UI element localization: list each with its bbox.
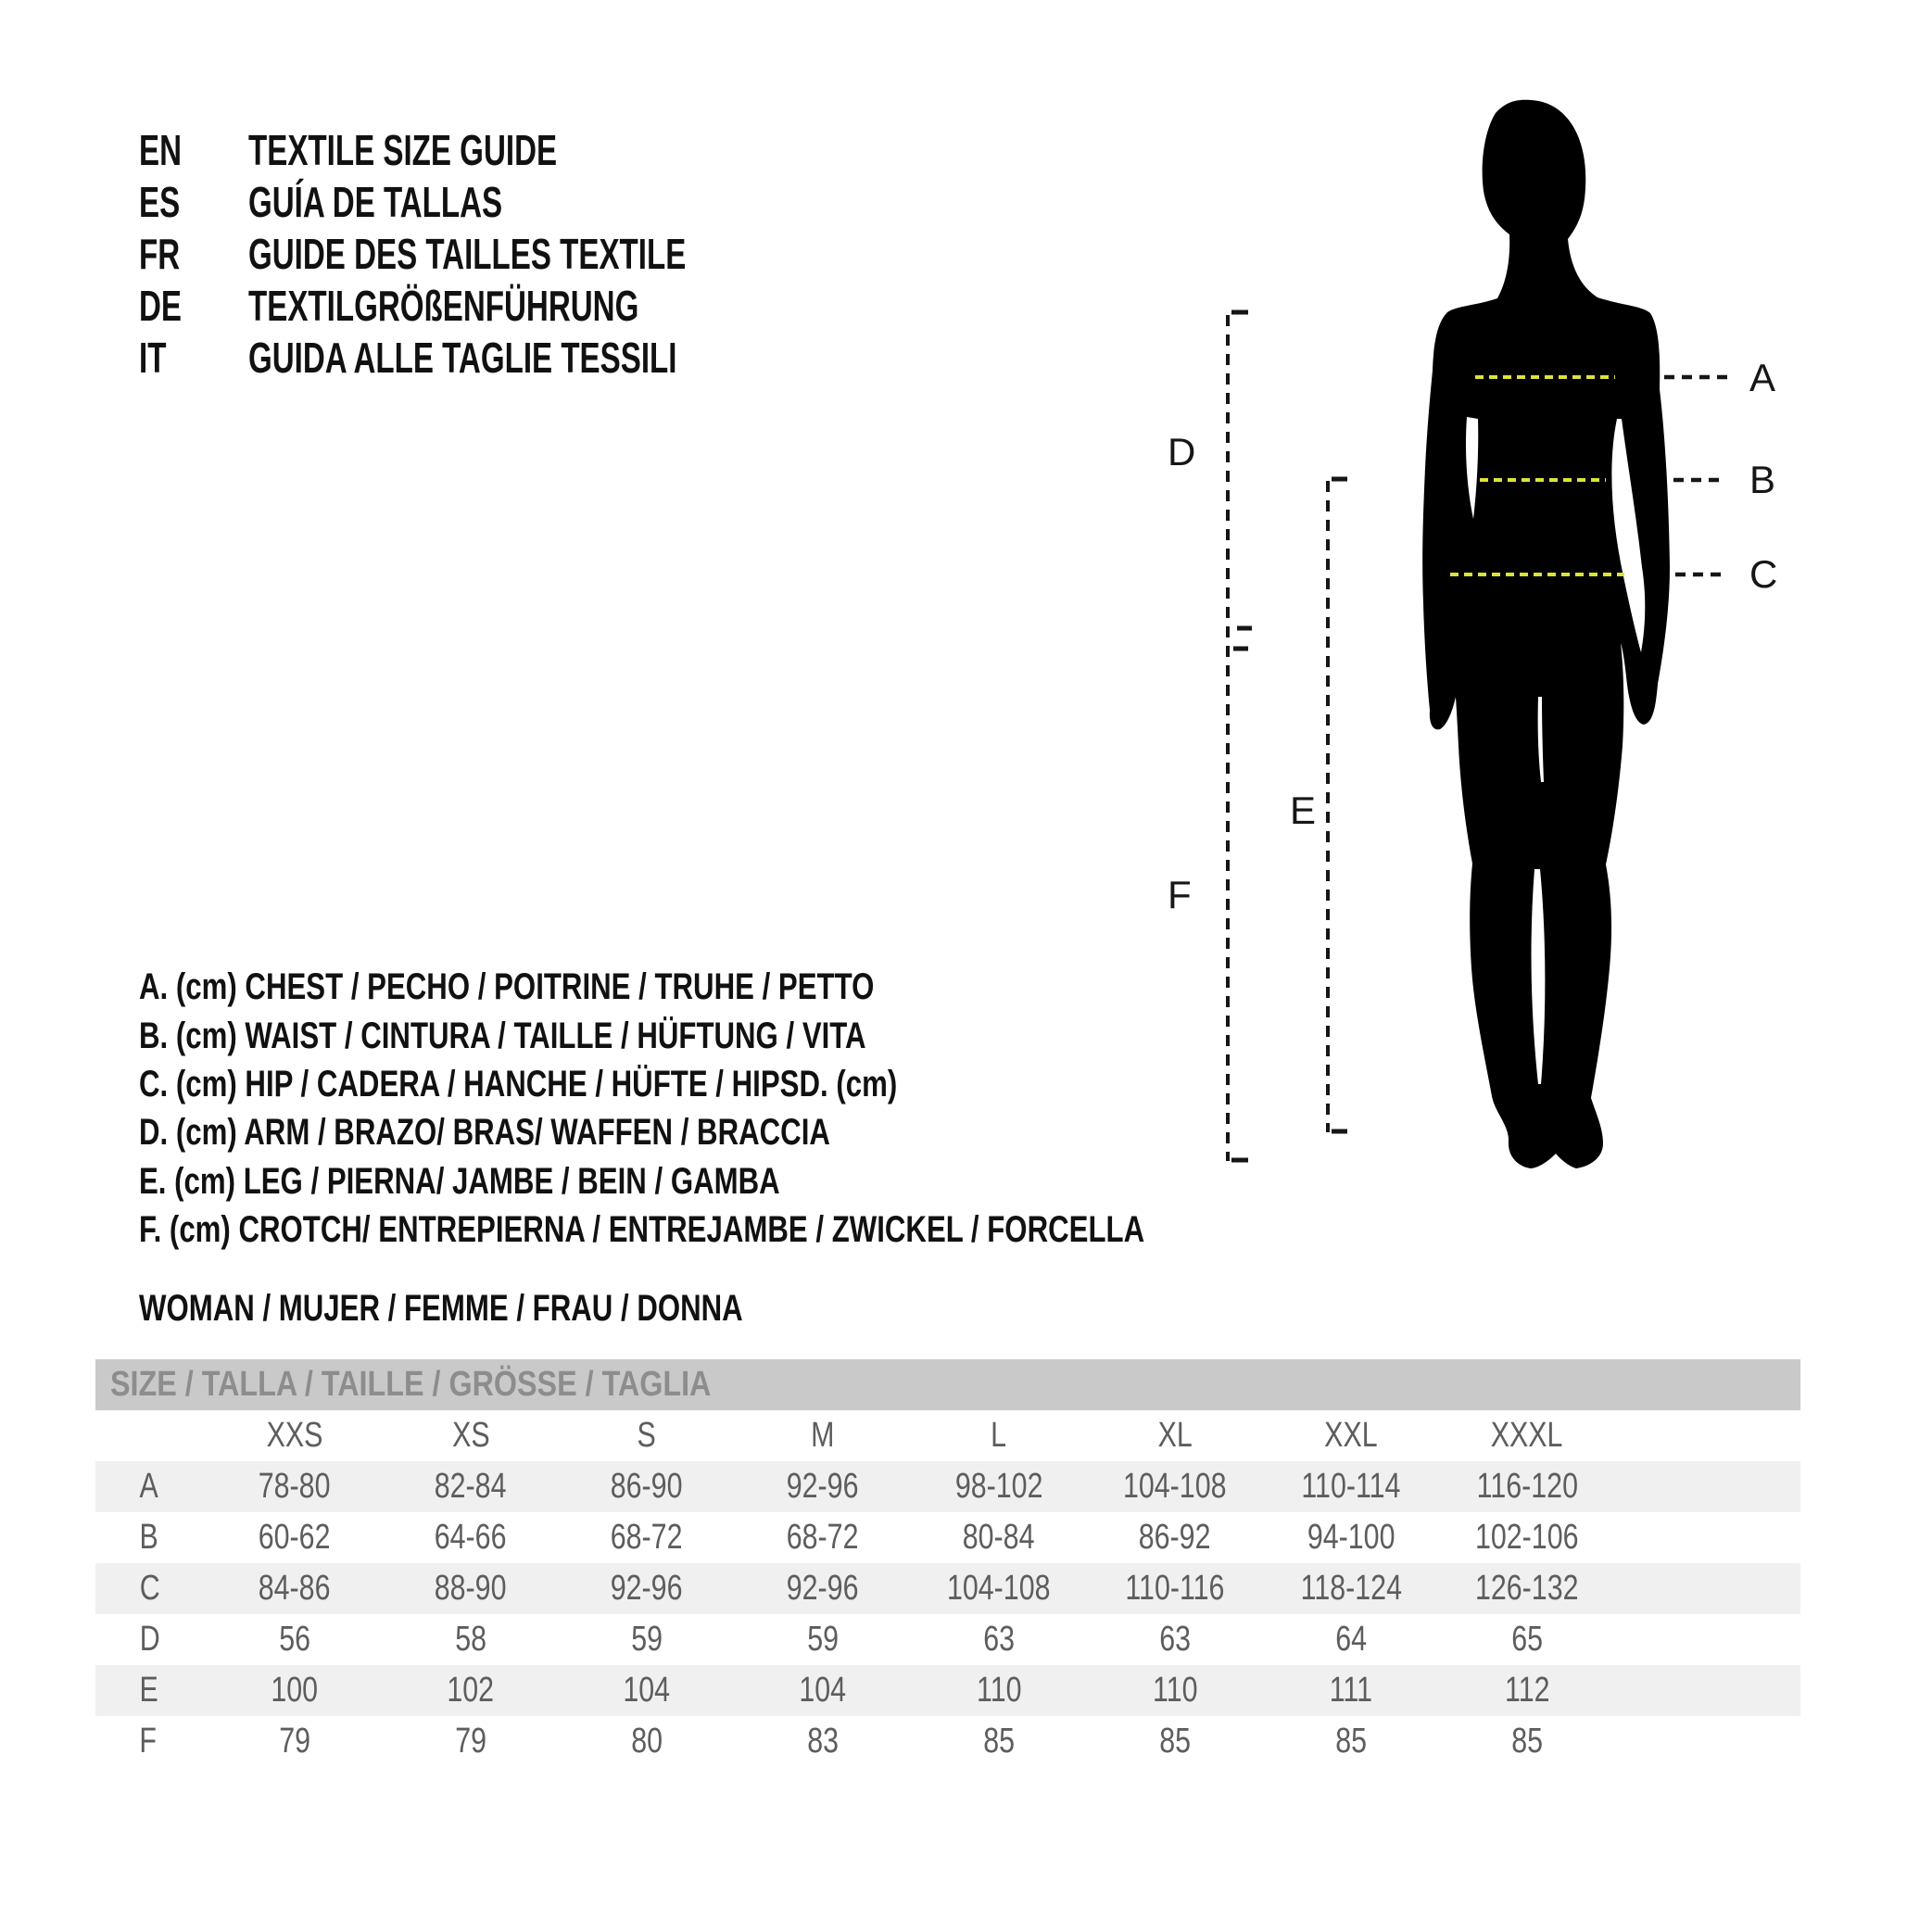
table-cell: 126-132 — [1475, 1569, 1579, 1608]
table-cell: 85 — [1511, 1722, 1543, 1761]
size-table — [95, 1359, 1800, 1767]
size-col-header-xxxl: XXXL — [1491, 1416, 1563, 1455]
table-cell: 102-106 — [1475, 1518, 1579, 1557]
table-cell: 110-116 — [1125, 1569, 1225, 1608]
language-title: TEXTILE SIZE GUIDE — [248, 126, 558, 174]
measurement-definition-hip: C. (cm) HIP / CADERA / HANCHE / HÜFTE / HIPSD. (cm) — [139, 1064, 898, 1104]
language-code: ES — [139, 178, 181, 226]
row-label: F — [139, 1722, 157, 1761]
table-cell: 86-90 — [611, 1467, 683, 1506]
measurement-definition-arm: D. (cm) ARM / BRAZO/ BRAS/ WAFFEN / BRACCIA — [139, 1112, 830, 1153]
size-col-header-xl: XL — [1157, 1416, 1193, 1455]
table-cell: 100 — [271, 1671, 319, 1710]
table-cell: 85 — [1159, 1722, 1191, 1761]
marker-label-leg: E — [1290, 789, 1317, 832]
language-code: IT — [139, 334, 167, 382]
language-title: GUIDA ALLE TAGLIE TESSILI — [248, 334, 677, 382]
woman-silhouette-figure — [1223, 74, 1779, 1186]
size-col-header-s: S — [637, 1416, 657, 1455]
table-cell: 85 — [983, 1722, 1015, 1761]
table-cell: 80-84 — [963, 1518, 1035, 1557]
table-cell: 64 — [1335, 1620, 1367, 1659]
table-cell: 92-96 — [787, 1467, 859, 1506]
table-cell: 111 — [1329, 1671, 1373, 1710]
table-cell: 118-124 — [1300, 1569, 1402, 1608]
language-title: GUÍA DE TALLAS — [248, 178, 503, 226]
marker-label-arm: D — [1168, 430, 1196, 473]
table-row-waist — [95, 1512, 1800, 1563]
row-label: B — [139, 1518, 158, 1557]
size-col-header-l: L — [991, 1416, 1007, 1455]
size-col-header-xxl: XXL — [1324, 1416, 1378, 1455]
language-code: EN — [139, 126, 183, 174]
table-cell: 60-62 — [259, 1518, 331, 1557]
table-cell: 68-72 — [611, 1518, 683, 1557]
table-cell: 78-80 — [259, 1467, 331, 1506]
table-cell: 63 — [1159, 1620, 1191, 1659]
table-cell: 112 — [1504, 1671, 1550, 1710]
table-cell: 59 — [807, 1620, 839, 1659]
language-code: FR — [139, 230, 181, 278]
table-cell: 68-72 — [787, 1518, 859, 1557]
table-cell: 65 — [1511, 1620, 1543, 1659]
table-cell: 83 — [807, 1722, 839, 1761]
size-columns-row — [95, 1410, 1800, 1461]
table-cell: 110 — [976, 1671, 1022, 1710]
table-cell: 104-108 — [947, 1569, 1051, 1608]
table-cell: 92-96 — [787, 1569, 859, 1608]
table-row-crotch — [95, 1716, 1800, 1767]
size-table-header — [95, 1359, 1800, 1410]
table-cell: 80 — [631, 1722, 663, 1761]
table-row-chest — [95, 1461, 1800, 1512]
table-cell: 98-102 — [954, 1467, 1043, 1506]
table-cell: 104 — [623, 1671, 671, 1710]
measurement-definition-crotch: F. (cm) CROTCH/ ENTREPIERNA / ENTREJAMBE / ZWICKEL / FORCELLA — [139, 1209, 1145, 1250]
table-cell: 63 — [983, 1620, 1015, 1659]
row-label: E — [139, 1671, 158, 1710]
row-label: D — [139, 1620, 160, 1659]
table-cell: 58 — [455, 1620, 486, 1659]
table-cell: 56 — [279, 1620, 310, 1659]
size-col-header-xxs: XXS — [266, 1416, 323, 1455]
woman-silhouette — [1422, 100, 1670, 1168]
size-table-header-label: SIZE / TALLA / TAILLE / GRÖSSE / TAGLIA — [110, 1365, 712, 1404]
table-cell: 84-86 — [259, 1569, 331, 1608]
language-code: DE — [139, 282, 183, 330]
table-row-hip — [95, 1563, 1800, 1614]
table-cell: 79 — [455, 1722, 486, 1761]
measurement-definition-chest: A. (cm) CHEST / PECHO / POITRINE / TRUHE / PETTO — [139, 966, 875, 1007]
table-cell: 59 — [631, 1620, 663, 1659]
table-group-title: WOMAN / MUJER / FEMME / FRAU / DONNA — [139, 1288, 743, 1329]
marker-label-waist: B — [1749, 458, 1776, 501]
language-title: TEXTILGRÖßENFÜHRUNG — [248, 282, 639, 330]
table-cell: 110 — [1152, 1671, 1198, 1710]
table-cell: 86-92 — [1139, 1518, 1211, 1557]
size-col-header-xs: XS — [451, 1416, 490, 1455]
table-cell: 64-66 — [435, 1518, 507, 1557]
table-cell: 94-100 — [1307, 1518, 1395, 1557]
marker-label-crotch: F — [1168, 873, 1192, 916]
language-title: GUIDE DES TAILLES TEXTILE — [248, 230, 687, 278]
row-label: A — [139, 1467, 158, 1506]
table-cell: 110-114 — [1301, 1467, 1401, 1506]
marker-label-hip: C — [1749, 552, 1778, 596]
measurement-definition-leg: E. (cm) LEG / PIERNA/ JAMBE / BEIN / GAMBA — [139, 1161, 780, 1202]
table-cell: 102 — [447, 1671, 495, 1710]
table-cell: 104-108 — [1123, 1467, 1227, 1506]
row-label: C — [139, 1569, 160, 1608]
marker-label-chest: A — [1749, 356, 1776, 399]
size-col-header-m: M — [811, 1416, 835, 1455]
measurement-definition-waist: B. (cm) WAIST / CINTURA / TAILLE / HÜFTUNG / VITA — [139, 1016, 866, 1056]
table-row-arm — [95, 1614, 1800, 1665]
table-cell: 116-120 — [1476, 1467, 1578, 1506]
table-cell: 82-84 — [435, 1467, 507, 1506]
table-cell: 79 — [279, 1722, 310, 1761]
table-cell: 85 — [1335, 1722, 1367, 1761]
table-cell: 104 — [799, 1671, 847, 1710]
table-row-leg — [95, 1665, 1800, 1716]
table-cell: 92-96 — [611, 1569, 683, 1608]
table-cell: 88-90 — [435, 1569, 507, 1608]
